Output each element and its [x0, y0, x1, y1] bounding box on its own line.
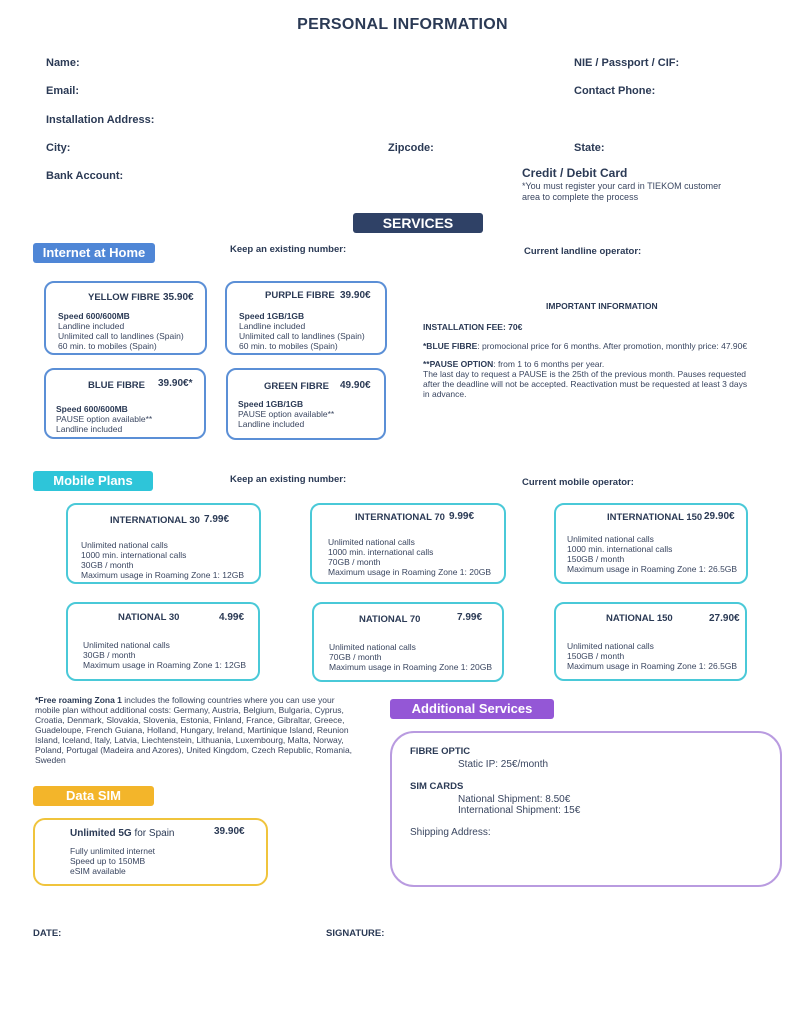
static-ip-option[interactable]: Static IP: 25€/month: [458, 759, 549, 770]
plan-name: INTERNATIONAL 70: [355, 512, 445, 523]
shipping-address-field[interactable]: Shipping Address:: [410, 827, 491, 838]
roaming-note-line: mobile plan without additional costs: Germany, Austria, Belgium, Bulgaria, Cyprus,: [35, 705, 344, 715]
installation-address-field[interactable]: Installation Address:: [46, 114, 155, 126]
internet-section-title: Internet at Home: [33, 243, 155, 263]
plan-feature: Landline included: [56, 424, 123, 434]
plan-feature: 30GB / month: [83, 650, 136, 660]
plan-feature: Landline included: [238, 419, 305, 429]
plan-feature: Landline included: [58, 321, 125, 331]
international-70-card[interactable]: [310, 503, 506, 584]
plan-feature: 1000 min. international calls: [81, 550, 187, 560]
email-field[interactable]: Email:: [46, 85, 80, 97]
plan-feature: Maximum usage in Roaming Zone 1: 26.5GB: [567, 564, 738, 574]
plan-feature: Maximum usage in Roaming Zone 1: 20GB: [328, 567, 491, 577]
plan-speed: Speed 600/600MB: [56, 404, 128, 414]
plan-feature: Unlimited national calls: [328, 537, 415, 547]
pause-note-line: after the deadline will not be accepted. Reactivation must be requested at least 3 days: [423, 379, 748, 389]
plan-name: NATIONAL 150: [606, 613, 673, 624]
plan-feature: 60 min. to mobiles (Spain): [58, 341, 157, 351]
plan-name: GREEN FIBRE: [264, 381, 329, 392]
pause-note-line: The last day to request a PAUSE is the 25th of the previous month. Pauses requested: [423, 369, 747, 379]
card-note-line-1: *You must register your card in TIEKOM customer: [522, 181, 722, 191]
roaming-note-line: Island, Iceland, Italy, Latvia, Liechtenstein, Lithuania, Luxembourg, Malta, Norway,: [35, 735, 344, 745]
unlimited-5g-card[interactable]: [33, 818, 268, 886]
national-shipment-option[interactable]: National Shipment: 8.50€: [458, 794, 571, 805]
landline-operator-field[interactable]: Current landline operator:: [524, 246, 642, 257]
card-note-line-2: area to complete the process: [522, 192, 639, 202]
mobile-section-title: Mobile Plans: [33, 471, 153, 491]
pause-note-line: in advance.: [423, 389, 467, 399]
bank-account-field[interactable]: Bank Account:: [46, 170, 124, 182]
plan-feature: Unlimited national calls: [81, 540, 168, 550]
internet-keep-number-field[interactable]: Keep an existing number:: [230, 244, 347, 255]
plan-feature: PAUSE option available**: [56, 414, 153, 424]
contact-phone-field[interactable]: Contact Phone:: [574, 85, 656, 97]
plan-feature: 150GB / month: [567, 651, 625, 661]
services-banner: SERVICES: [353, 213, 483, 233]
plan-price: 39.90€: [214, 826, 245, 837]
plan-price: 49.90€: [340, 380, 371, 391]
roaming-note-line: Croatia, Denmark, Slovakia, Slovenia, Estonia, Finland, France, Gibraltar, Greece,: [35, 715, 345, 725]
name-field[interactable]: Name:: [46, 57, 80, 69]
plan-feature: 150GB / month: [567, 554, 625, 564]
plan-speed: Speed 1GB/1GB: [238, 399, 304, 409]
city-field[interactable]: City:: [46, 142, 71, 154]
plan-price: 7.99€: [457, 612, 483, 623]
blue-fibre-note: *BLUE FIBRE: promocional price for 6 months. After promotion, monthly price: 47.90€: [423, 341, 748, 351]
credit-card-title[interactable]: Credit / Debit Card: [522, 166, 628, 180]
sim-cards-title: SIM CARDS: [410, 781, 464, 792]
signature-field[interactable]: SIGNATURE:: [326, 928, 385, 939]
plan-feature: 60 min. to mobiles (Spain): [239, 341, 338, 351]
plan-price: 9.99€: [449, 511, 475, 522]
additional-services-box: [390, 731, 782, 887]
plan-feature: Unlimited call to landlines (Spain): [239, 331, 365, 341]
page-title: PERSONAL INFORMATION: [297, 16, 508, 33]
plan-price: 27.90€: [709, 613, 740, 624]
plan-speed: Speed 600/600MB: [58, 311, 130, 321]
plan-name: INTERNATIONAL 30: [110, 515, 200, 526]
plan-feature: 70GB / month: [328, 557, 381, 567]
national-70-card[interactable]: [312, 602, 504, 682]
plan-feature: Maximum usage in Roaming Zone 1: 12GB: [81, 570, 244, 580]
plan-name: NATIONAL 70: [359, 614, 421, 625]
nie-field[interactable]: NIE / Passport / CIF:: [574, 57, 680, 69]
roaming-note-line: Poland, Portugal (Madeira and Azores), United Kingdom, Czech Republic, Romania,: [35, 745, 353, 755]
state-field[interactable]: State:: [574, 142, 605, 154]
fibre-optic-title: FIBRE OPTIC: [410, 746, 471, 757]
plan-feature: Unlimited national calls: [567, 534, 654, 544]
roaming-note-line: Guadeloupe, French Guiana, Holland, Hungary, Ireland, Martinique Island, Reunion: [35, 725, 349, 735]
plan-feature: Landline included: [239, 321, 306, 331]
plan-feature: 1000 min. international calls: [567, 544, 673, 554]
plan-price: 7.99€: [204, 514, 230, 525]
roaming-note-line: Sweden: [35, 755, 66, 765]
zipcode-field[interactable]: Zipcode:: [388, 142, 434, 154]
roaming-note: *Free roaming Zona 1 includes the following countries where you can use your: [35, 695, 335, 705]
national-150-card[interactable]: [554, 602, 747, 681]
plan-price: 29.90€: [704, 511, 735, 522]
plan-name: YELLOW FIBRE: [88, 292, 160, 303]
plan-feature: 30GB / month: [81, 560, 134, 570]
plan-feature: Unlimited national calls: [567, 641, 654, 651]
green-fibre-card[interactable]: [226, 368, 386, 440]
pause-option-note: **PAUSE OPTION: from 1 to 6 months per year.: [423, 359, 605, 369]
plan-feature: Speed up to 150MB: [70, 856, 146, 866]
plan-feature: Unlimited national calls: [83, 640, 170, 650]
plan-feature: eSIM available: [70, 866, 126, 876]
plan-name: Unlimited 5G for Spain: [70, 828, 175, 839]
data-sim-title: Data SIM: [33, 786, 154, 806]
plan-name: NATIONAL 30: [118, 612, 180, 623]
plan-feature: PAUSE option available**: [238, 409, 335, 419]
date-field[interactable]: DATE:: [33, 928, 62, 939]
mobile-operator-field[interactable]: Current mobile operator:: [522, 477, 634, 488]
yellow-fibre-card[interactable]: [44, 281, 207, 355]
plan-price: 4.99€: [219, 612, 245, 623]
mobile-keep-number-field[interactable]: Keep an existing number:: [230, 474, 347, 485]
plan-feature: Maximum usage in Roaming Zone 1: 26.5GB: [567, 661, 738, 671]
international-150-card[interactable]: [554, 503, 748, 584]
plan-feature: Unlimited national calls: [329, 642, 416, 652]
plan-name: PURPLE FIBRE: [265, 290, 335, 301]
additional-services-title: Additional Services: [390, 699, 554, 719]
plan-price: 35.90€: [163, 292, 194, 303]
plan-price: 39.90€: [340, 290, 371, 301]
plan-feature: Fully unlimited internet: [70, 846, 156, 856]
plan-name: BLUE FIBRE: [88, 380, 145, 391]
international-shipment-option[interactable]: International Shipment: 15€: [458, 805, 581, 816]
international-30-card[interactable]: [66, 503, 261, 584]
plan-feature: Unlimited call to landlines (Spain): [58, 331, 184, 341]
plan-speed: Speed 1GB/1GB: [239, 311, 305, 321]
plan-feature: 1000 min. international calls: [328, 547, 434, 557]
national-30-card[interactable]: [66, 602, 260, 681]
important-info-title: IMPORTANT INFORMATION: [546, 301, 658, 311]
plan-price: 39.90€*: [158, 378, 193, 389]
installation-fee: INSTALLATION FEE: 70€: [423, 322, 523, 332]
plan-name: INTERNATIONAL 150: [607, 512, 703, 523]
purple-fibre-card[interactable]: [225, 281, 387, 355]
plan-feature: 70GB / month: [329, 652, 382, 662]
plan-feature: Maximum usage in Roaming Zone 1: 20GB: [329, 662, 492, 672]
blue-fibre-card[interactable]: [44, 368, 206, 439]
plan-feature: Maximum usage in Roaming Zone 1: 12GB: [83, 660, 246, 670]
